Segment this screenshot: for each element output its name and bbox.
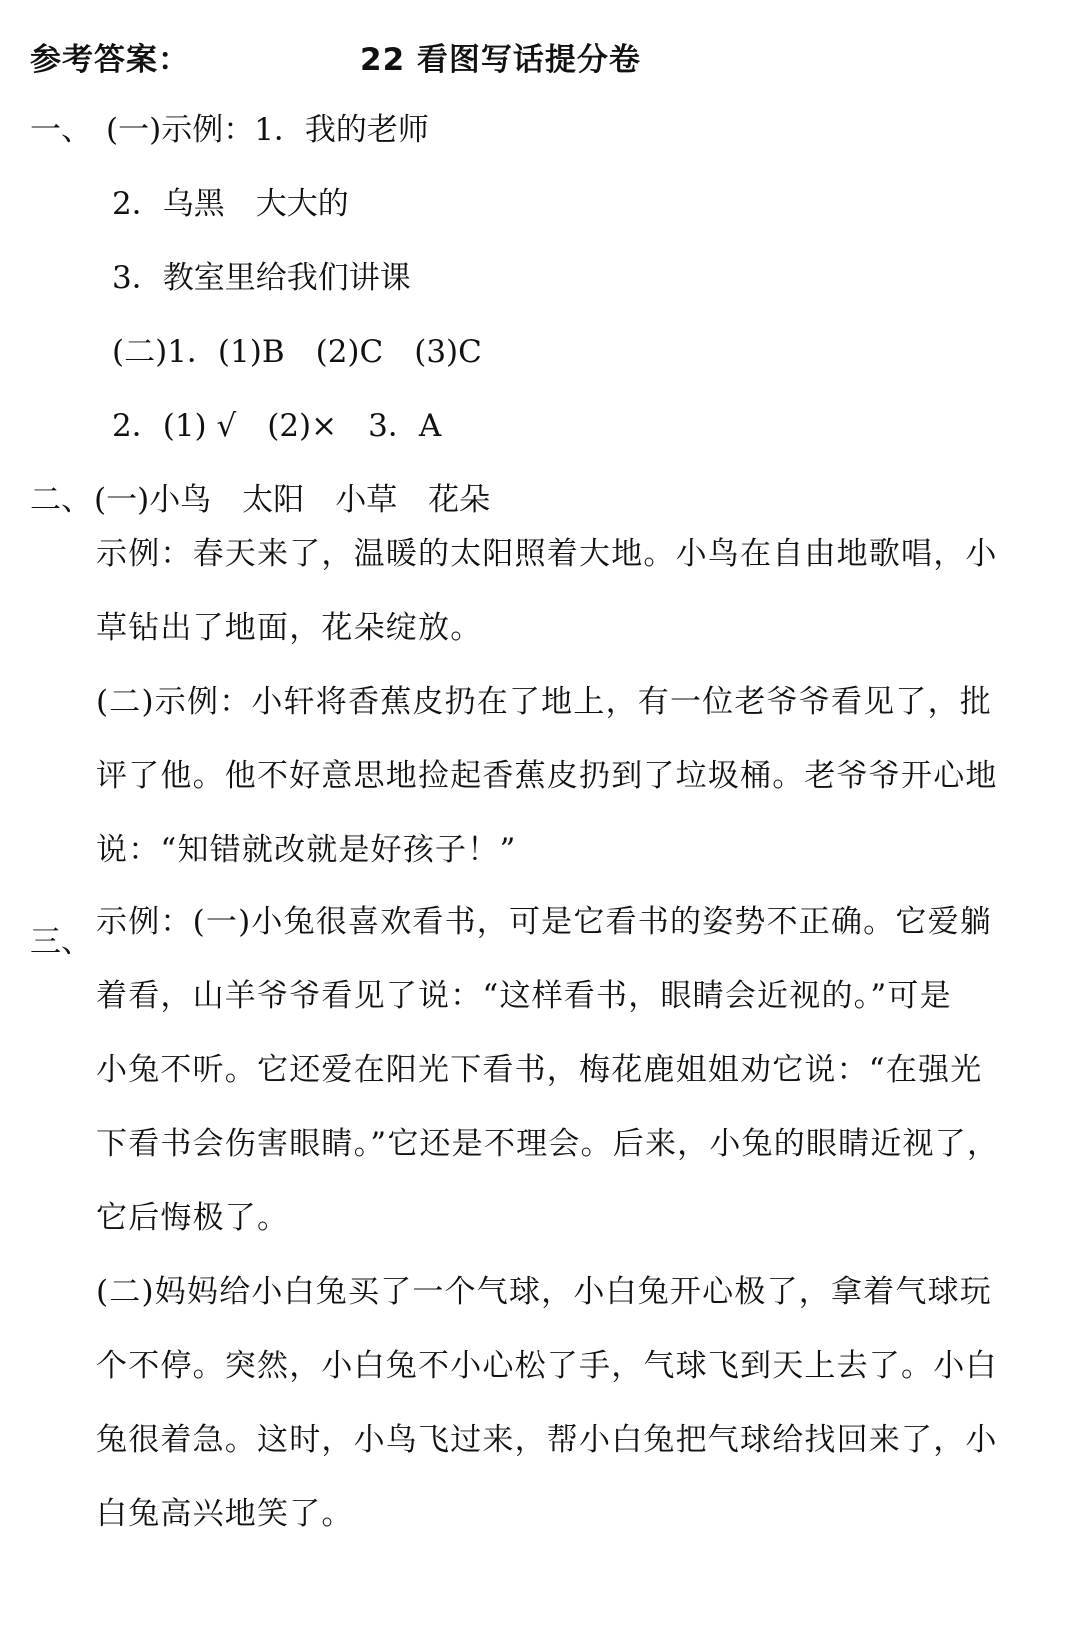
section-1-part-1-item-2: 2．乌黑 大大的 xyxy=(112,186,349,222)
text-line: 白兔高兴地笑了。 xyxy=(96,1496,354,1532)
text-line: (二)妈妈给小白兔买了一个气球，小白兔开心极了，拿着气球玩 xyxy=(96,1274,992,1310)
section-3-part-2-text xyxy=(96,1255,1012,1551)
answer-key-label: 参考答案： xyxy=(30,42,190,78)
text-line: 评了他。他不好意思地捡起香蕉皮扔到了垃圾桶。老爷爷开心地 xyxy=(96,758,998,794)
text-line: 兔很着急。这时，小鸟飞过来，帮小白兔把气球给找回来了，小 xyxy=(96,1422,998,1458)
text-line: 示例：(一)小兔很喜欢看书，可是它看书的姿势不正确。它爱躺 xyxy=(96,904,992,940)
text-line: 小兔不听。它还爱在阳光下看书，梅花鹿姐姐劝它说：“在强光 xyxy=(96,1052,983,1088)
text-line: (二)示例：小轩将香蕉皮扔在了地上，有一位老爷爷看见了，批 xyxy=(96,684,992,720)
section-1-part-1-item-3: 3．教室里给我们讲课 xyxy=(112,260,411,296)
section-1-marker: 一、 xyxy=(30,112,92,148)
section-2-marker: 二、 xyxy=(30,482,92,518)
section-3-marker: 三、 xyxy=(30,924,92,960)
section-2-part-1-text xyxy=(96,517,1012,665)
section-3-part-1-text xyxy=(96,885,1012,1255)
section-1-part-2-line-1: (二)1．(1)B (2)C (3)C xyxy=(112,334,482,370)
text-line: 它后悔极了。 xyxy=(96,1200,290,1236)
text-line: 着看，山羊爷爷看见了说：“这样看书，眼睛会近视的。”可是 xyxy=(96,978,952,1014)
section-1-part-1-intro: (一)示例：1．我的老师 xyxy=(106,112,429,148)
section-2-part-2-text xyxy=(96,665,1012,887)
page-header xyxy=(30,30,1050,82)
text-line: 草钻出了地面，花朵绽放。 xyxy=(96,610,483,646)
text-line: 下看书会伤害眼睛。”它还是不理会。后来，小兔的眼睛近视了， xyxy=(96,1126,1000,1162)
text-line: 示例：春天来了，温暖的太阳照着大地。小鸟在自由地歌唱，小 xyxy=(96,536,998,572)
text-line: 个不停。突然，小白兔不小心松了手，气球飞到天上去了。小白 xyxy=(96,1348,998,1384)
section-1-part-2-line-2: 2．(1) √ (2)× 3．A xyxy=(112,408,442,444)
page-title: 22 看图写话提分卷 xyxy=(360,42,641,78)
text-line: 说：“知错就改就是好孩子！” xyxy=(96,832,517,868)
section-2-part-1-heading: (一)小鸟 太阳 小草 花朵 xyxy=(94,482,491,518)
